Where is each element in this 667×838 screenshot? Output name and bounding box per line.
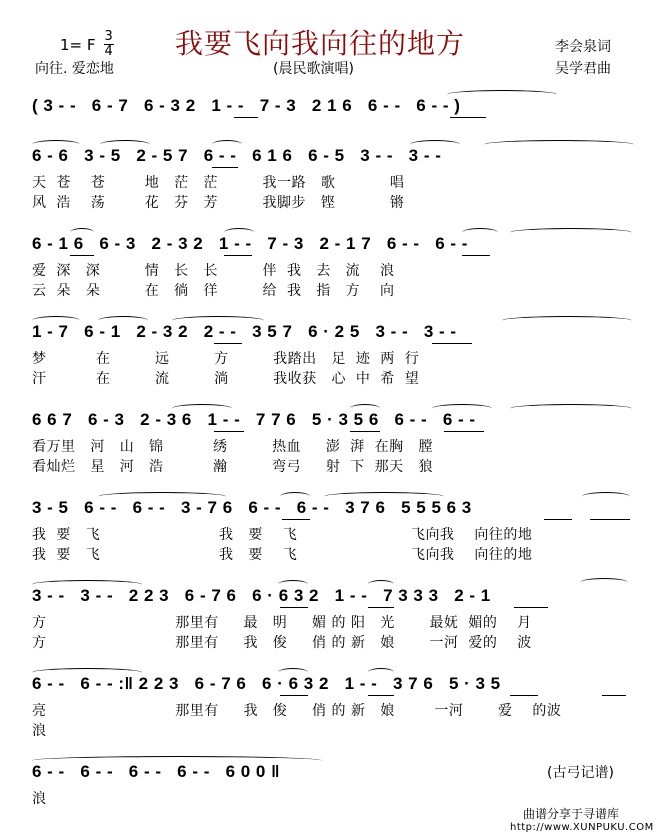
tie-slur [100,140,150,149]
performer-credit: (晨民歌演唱) [273,61,354,77]
notes-line: 6 - 6 3 - 5 2 - 5 7 6 - - 6 1 6 6 - 5 3 - - 3 - - [32,146,442,165]
tie-slur [368,668,394,677]
tie-slur [98,492,226,501]
notes-line: ( 3 - - 6 - 7 6 - 3 2 1 - - 7 - 3 2 1 6 6 - - 6 - - ) [32,96,461,115]
notes-line: 1 - 7 6 - 1 2 - 3 2 2 - - 3 5 7 6 · 2 5 3 - - 3 - - [32,322,457,341]
underline-beat [590,519,630,520]
underline-beat [510,695,538,696]
lyric-verse-1: 看万里 河 山 锦 绣 热血 澎 湃 在胸 膛 [32,439,434,455]
notes-line: 6 6 7 6 - 3 2 - 3 6 1 - - 7 7 6 5 · 3 5 6 6 - - 6 - - [32,410,476,429]
tie-slur [447,90,557,99]
notation-note: (古弓记谱) [547,765,614,781]
underline-beat [450,117,486,118]
underline-beat [368,695,394,696]
underline-beat [214,431,244,432]
notes-line: 3 - - 3 - - 2 2 3 6 - 7 6 6 · 6 3 2 1 - - 7 3 3 3 2 - 1 [32,586,491,605]
lyric-verse-1: 天 苍 苍 地 茫 茫 我一路 歌 唱 [32,175,405,191]
tie-slur [70,228,94,237]
lyric-verse-1: 亮 那里有 我 俊 俏 的 新 娘 一河 爱 的波 [32,703,562,719]
lyric-verse-1: 梦 在 远 方 我踏出 足 迹 两 行 [32,351,420,367]
lyric-verse-2: 我 要 飞 我 要 飞 飞向我 向往的地 [32,547,533,563]
key-label: 1= F [60,35,96,54]
tie-slur [510,228,632,237]
underline-beat [462,255,490,256]
lyric-verse-2: 汗 在 流 淌 我收获 心 中 希 望 [32,371,420,387]
time-numerator: 3 [104,29,113,44]
underline-beat [214,343,242,344]
tie-slur [462,228,498,237]
notes-line: 6 - 1 6 6 - 3 2 - 3 2 1 - - 7 - 3 2 - 1 7 6 - - 6 - - [32,234,468,253]
tie-slur [582,492,630,501]
tie-slur [212,140,242,149]
tie-slur [510,404,632,413]
tie-slur [368,580,394,589]
underline-beat [544,519,572,520]
lyric-verse-1: 浪 [32,791,47,807]
tie-slur [432,404,492,413]
underline-beat [234,117,258,118]
tie-slur [484,140,634,149]
lyric-verse-2: 看灿烂 星 河 浩 瀚 弯弓 射 下 那天 狼 [32,459,434,475]
site-name: 曲谱分享于寻谱库 [523,807,620,821]
time-signature [104,30,114,59]
tie-slur [32,756,322,765]
tie-slur [98,316,148,325]
notes-line: 6 - - 6 - - 6 - - 6 - - 6 0 0 ‖ [32,762,281,781]
tie-slur [32,316,80,325]
lyric-verse-2: 云 朵 朵 在 徜 徉 给 我 指 方 向 [32,283,395,299]
lyric-verse-1: 我 要 飞 我 要 飞 飞向我 向往的地 [32,527,533,543]
tie-slur [350,404,380,413]
lyric-verse-2: 浪 [32,723,47,739]
lyric-verse-2: 方 那里有 我 俊 俏 的 新 娘 一河 爱的 波 [32,635,532,651]
tie-slur [32,580,142,589]
underline-beat [282,519,310,520]
underline-beat [602,695,626,696]
tie-slur [32,668,142,677]
notes-line: 6 - - 6 - - :‖ 2 2 3 6 - 7 6 6 · 6 3 2 1 - - 3 7 6 5 · 3 5 [32,674,501,693]
underline-beat [280,607,308,608]
underline-beat [212,167,238,168]
notes-line: 3 - 5 6 - - 6 - - 3 - 7 6 6 - - 6 - - 3 7 6 5 5 5 6 3 [32,498,472,517]
site-url-link[interactable]: http://www.XUNPUKU.COM [510,822,654,833]
song-title: 我要飞向我向往的地方 [175,27,466,60]
underline-beat [514,607,548,608]
composer-credit: 吴学君曲 [555,61,611,77]
tie-slur [172,316,264,325]
underline-beat [368,607,394,608]
lyricist-credit: 李会泉词 [555,39,611,55]
tie-slur [502,316,632,325]
tie-slur [580,578,628,587]
underline-beat [70,255,94,256]
time-denominator: 4 [104,44,113,59]
tie-slur [172,404,232,413]
mood-marking: 向往. 爱恋地 [35,61,114,77]
underline-beat [280,695,308,696]
tie-slur [280,492,310,501]
underline-beat [432,343,472,344]
tie-slur [224,228,254,237]
tie-slur [278,668,308,677]
lyric-verse-1: 爱 深 深 情 长 长 伴 我 去 流 浪 [32,263,395,279]
lyric-verse-1: 方 那里有 最 明 媚 的 阳 光 最妩 媚的 月 [32,615,532,631]
underline-beat [350,431,380,432]
tie-slur [324,492,444,501]
underline-beat [444,431,484,432]
tie-slur [410,140,460,149]
key-signature [60,30,114,59]
underline-beat [224,255,252,256]
tie-slur [278,580,308,589]
lyric-verse-2: 风 浩 荡 花 芬 芳 我脚步 铿 锵 [32,195,405,211]
tie-slur [32,140,80,149]
